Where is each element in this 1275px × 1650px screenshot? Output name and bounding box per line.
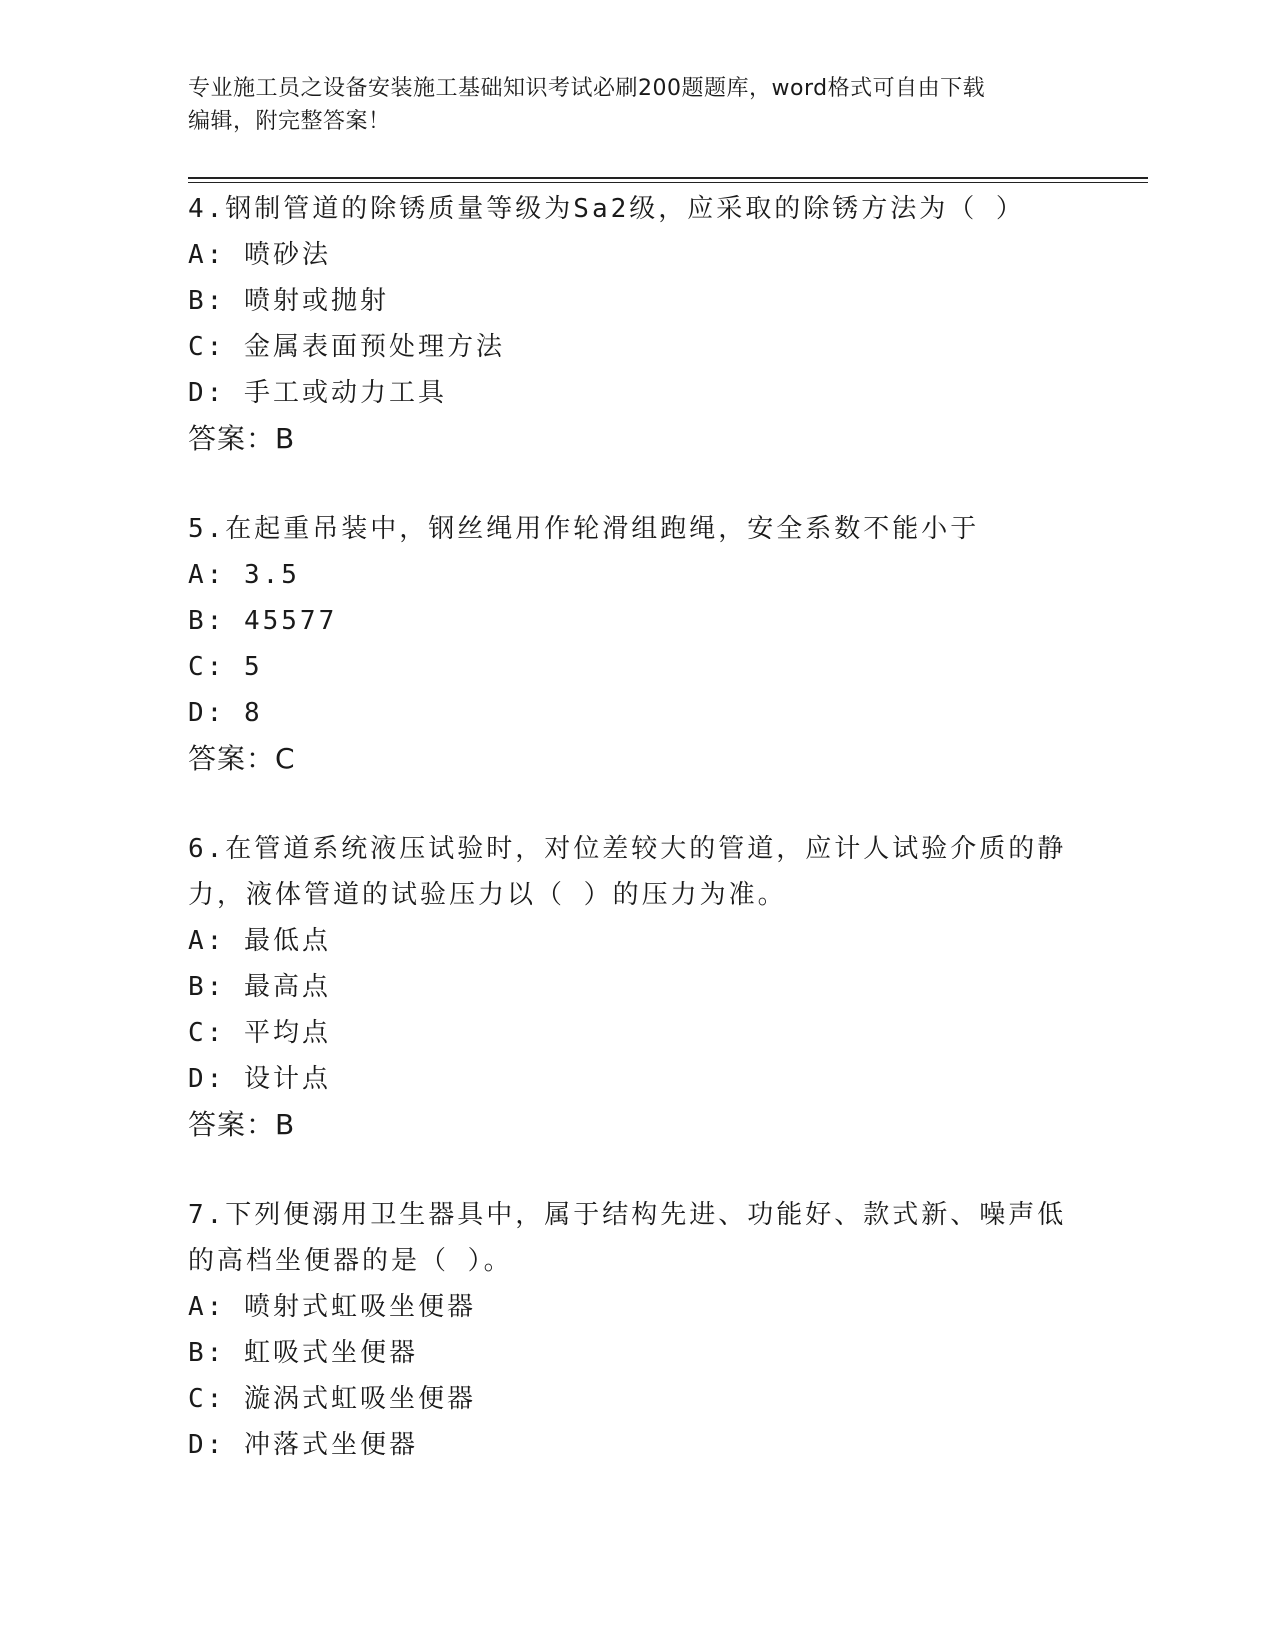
option-b: B: 45577: [188, 606, 338, 636]
option-b: B: 喷射或抛射: [188, 286, 389, 316]
option-c: C: 平均点: [188, 1018, 331, 1048]
option-a: A: 喷砂法: [188, 240, 331, 270]
header-divider-thick: [188, 177, 1148, 179]
question-stem: 5.在起重吊装中，钢丝绳用作轮滑组跑绳，安全系数不能小于: [188, 514, 980, 544]
option-d: D: 设计点: [188, 1064, 331, 1094]
option-c: C: 漩涡式虹吸坐便器: [188, 1384, 476, 1414]
option-b: B: 最高点: [188, 972, 331, 1002]
question-6: [188, 826, 1088, 1148]
question-stem: 4.钢制管道的除锈质量等级为Sa2级，应采取的除锈方法为（ ）: [188, 194, 1025, 224]
option-c: C: 金属表面预处理方法: [188, 332, 505, 362]
option-a: A: 喷射式虹吸坐便器: [188, 1292, 476, 1322]
option-a: A: 最低点: [188, 926, 331, 956]
question-stem-line-1: 6.在管道系统液压试验时，对位差较大的管道，应计人试验介质的静: [188, 834, 1067, 864]
option-c: C: 5: [188, 652, 263, 682]
answer-line: 答案：B: [188, 1108, 296, 1141]
answer-line: 答案：B: [188, 422, 296, 455]
question-4: [188, 186, 1088, 462]
answer-line: 答案：C: [188, 742, 296, 775]
option-d: D: 冲落式坐便器: [188, 1430, 418, 1460]
question-7: [188, 1192, 1088, 1468]
header-title-line-2: 编辑，附完整答案！: [188, 109, 391, 134]
question-list: [188, 186, 1088, 1468]
option-d: D: 8: [188, 698, 263, 728]
document-header: [188, 72, 1068, 138]
question-stem-line-1: 7.下列便溺用卫生器具中，属于结构先进、功能好、款式新、噪声低: [188, 1200, 1067, 1230]
option-b: B: 虹吸式坐便器: [188, 1338, 418, 1368]
header-divider-thin: [188, 182, 1148, 183]
option-a: A: 3.5: [188, 560, 300, 590]
header-title-line-1: 专业施工员之设备安装施工基础知识考试必刷200题题库，word格式可自由下载: [188, 76, 986, 101]
question-stem-line-2: 的高档坐便器的是（ ）。: [188, 1246, 513, 1276]
question-5: [188, 506, 1088, 782]
question-stem-line-2: 力，液体管道的试验压力以（ ）的压力为准。: [188, 880, 787, 910]
option-d: D: 手工或动力工具: [188, 378, 447, 408]
